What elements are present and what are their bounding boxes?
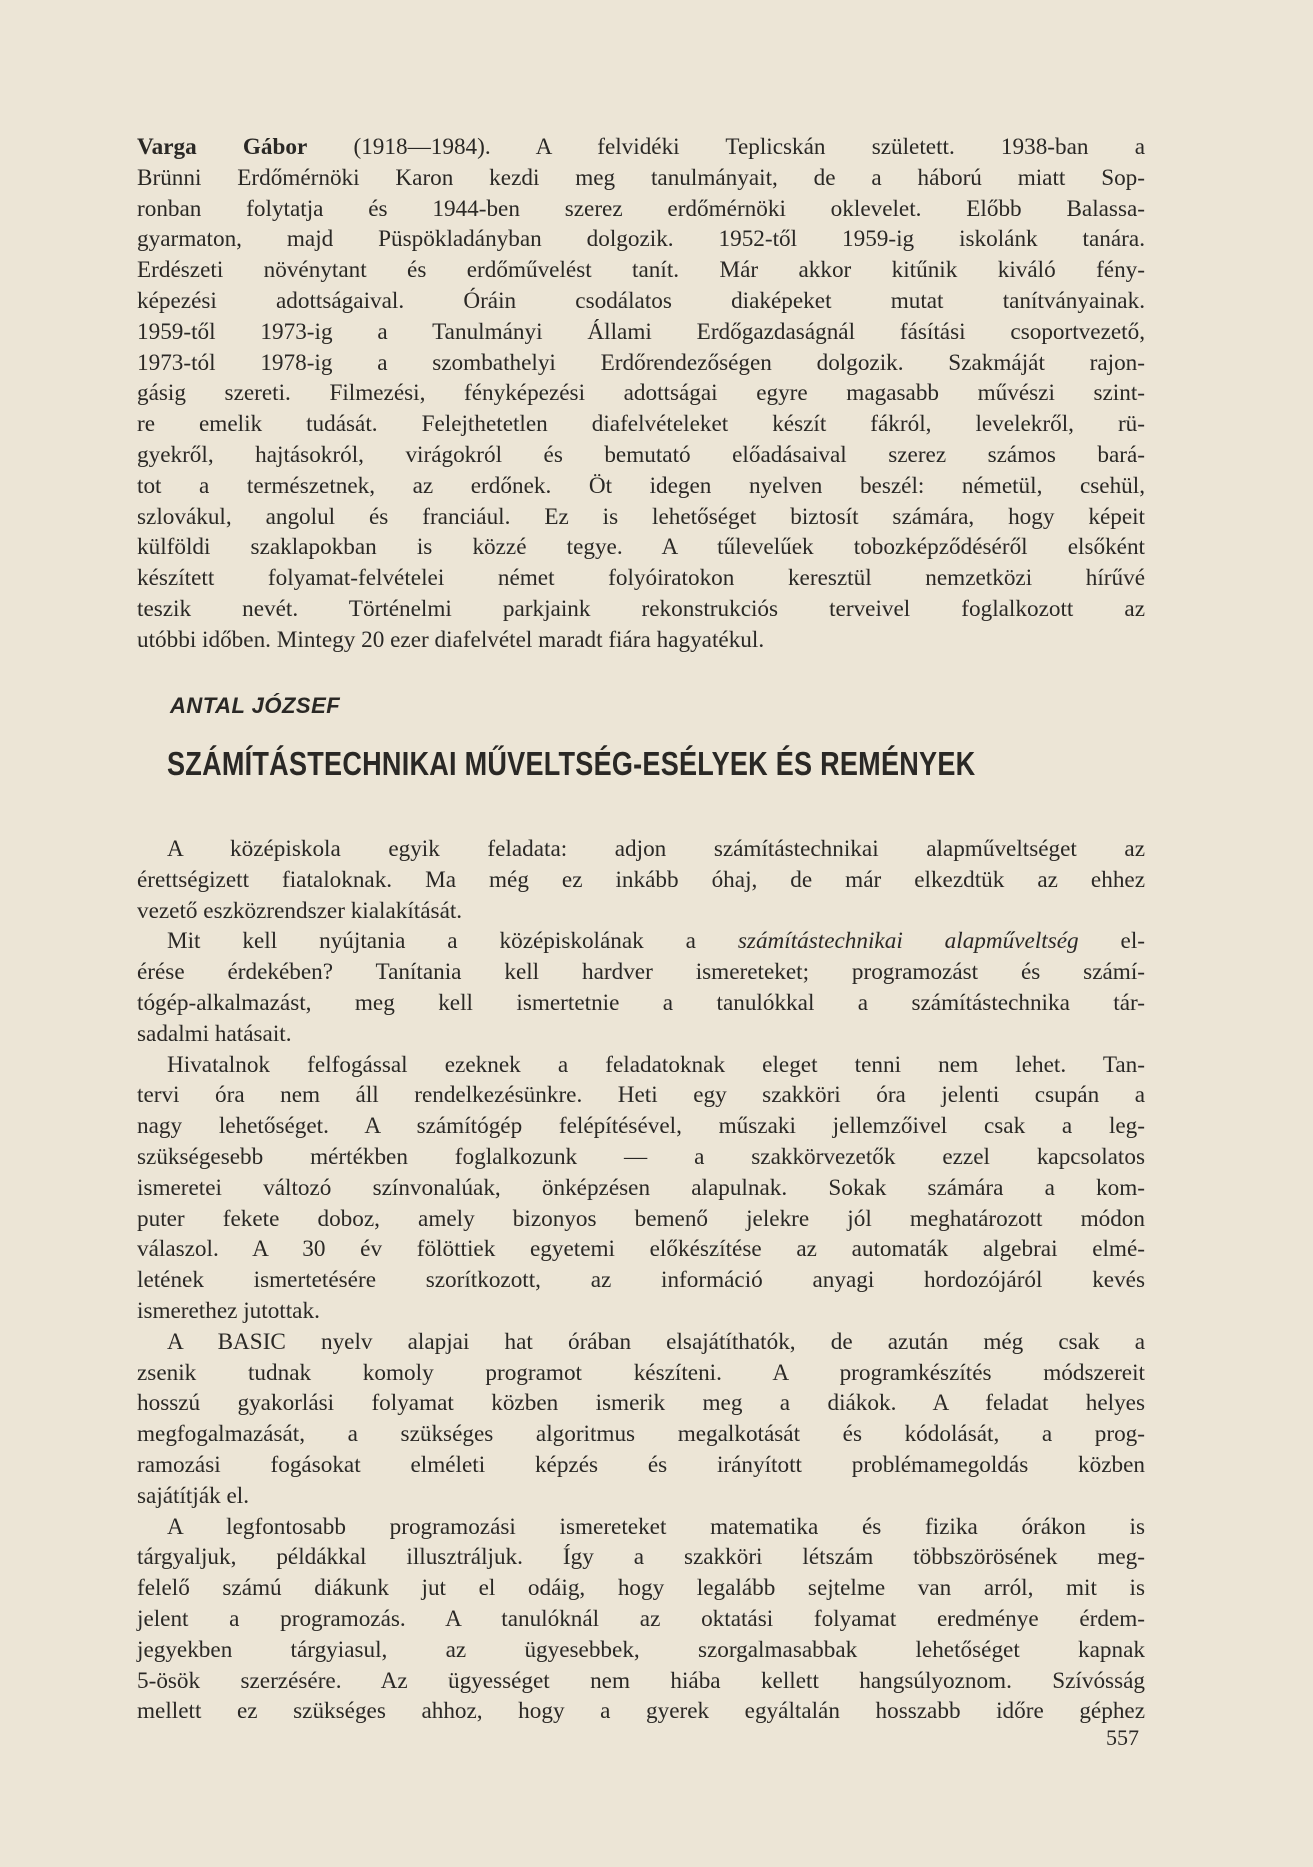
article-line: megfogalmazását, a szükséges algoritmus megalkotását és kódolását, a prog- [137, 1421, 1145, 1448]
bio-line: utóbbi időben. Mintegy 20 ezer diafelvétel maradt fiára hagyatékul. [137, 626, 765, 653]
article-text: Mit kell nyújtania a középiskolának a [167, 928, 738, 955]
bio-name: Varga Gábor [137, 134, 308, 160]
article-line: A BASIC nyelv alapjai hat órában elsajátíthatók, de azután még csak a [167, 1328, 1145, 1355]
bio-line-text: (1918—1984). A felvidéki Teplicskán született. 1938-ban a [307, 134, 1145, 160]
bio-line: gyarmaton, majd Püspökladányban dolgozik. 1952-től 1959-ig iskolánk tanára. [137, 226, 1145, 253]
bio-line: gyekről, hajtásokról, virágokról és bemutató előadásaival szerez számos bará- [137, 441, 1145, 468]
article-line: zsenik tudnak komoly programot készíteni. A programkészítés módszereit [137, 1359, 1145, 1386]
bio-line: ronban folytatja és 1944-ben szerez erdőmérnöki oklevelet. Előbb Balassa- [137, 195, 1145, 222]
bio-line: Erdészeti növénytant és erdőművelést tanít. Már akkor kitűnik kiváló fény- [137, 257, 1145, 284]
article-line: tárgyaljuk, példákkal illusztráljuk. Így a szakköri létszám többszörösének meg- [137, 1544, 1145, 1571]
bio-line: teszik nevét. Történelmi parkjaink rekonstrukciós terveivel foglalkozott az [137, 595, 1145, 622]
article-line: letének ismertetésére szorítkozott, az információ anyagi hordozójáról kevés [137, 1267, 1145, 1294]
article-line: hosszú gyakorlási folyamat közben ismerik meg a diákok. A feladat helyes [137, 1390, 1145, 1417]
article-line: jelent a programozás. A tanulóknál az oktatási folyamat eredménye érdem- [137, 1605, 1145, 1632]
article-line: vezető eszközrendszer kialakítását. [137, 897, 463, 924]
bio-line: képezési adottságaival. Óráin csodálatos diaképeket mutat tanítványainak. [137, 287, 1145, 314]
article-line: válaszol. A 30 év fölöttiek egyetemi előkészítése az automaták algebrai elmé- [137, 1236, 1145, 1263]
article-text: el- [1078, 928, 1145, 955]
article-line: A legfontosabb programozási ismereteket matematika és fizika órákon is [167, 1513, 1145, 1540]
bio-line: 1959-től 1973-ig a Tanulmányi Állami Erdőgazdaságnál fásítási csoportvezető, [137, 318, 1145, 345]
article-line: szükségesebb mértékben foglalkozunk — a szakkörvezetők ezzel kapcsolatos [137, 1143, 1145, 1170]
article-line: felelő számú diákunk jut el odáig, hogy legalább sejtelme van arról, mit is [137, 1575, 1145, 1602]
article-line: sajátítják el. [137, 1482, 250, 1509]
bio-line: tot a természetnek, az erdőnek. Öt idegen nyelven beszél: németül, csehül, [137, 472, 1145, 499]
emphasis-term: számítástechnikai alapműveltség [737, 928, 1079, 955]
article-line: ismerethez jutottak. [137, 1297, 320, 1324]
article-author: ANTAL JÓZSEF [170, 693, 341, 718]
article-line: 5-ösök szerzésére. Az ügyességet nem hiába kellett hangsúlyoznom. Szívósság [137, 1667, 1145, 1694]
bio-line: külföldi szaklapokban is közzé tegye. A tűlevelűek tobozképződéséről elsőként [137, 534, 1145, 561]
article-line: érése érdekében? Tanítania kell hardver ismereteket; programozást és számí- [137, 959, 1145, 986]
article-body [137, 834, 1145, 1727]
article-line: tervi óra nem áll rendelkezésünkre. Heti egy szakköri óra jelenti csupán a [137, 1082, 1145, 1109]
article-line: ramozási fogásokat elméleti képzés és irányított problémamegoldás közben [137, 1451, 1145, 1478]
article-line: Hivatalnok felfogással ezeknek a feladatoknak eleget tenni nem lehet. Tan- [167, 1051, 1145, 1078]
article-line: érettségizett fiataloknak. Ma még ez inkább óhaj, de már elkezdtük az ehhez [137, 866, 1145, 893]
article-line: mellett ez szükséges ahhoz, hogy a gyerek egyáltalán hosszabb időre géphez [137, 1698, 1145, 1725]
biography-paragraph [137, 132, 1145, 656]
article-line: sadalmi hatásait. [137, 1020, 292, 1047]
article-title: SZÁMÍTÁSTECHNIKAI MŰVELTSÉG-ESÉLYEK ÉS REMÉNYEK [167, 745, 976, 782]
bio-line: gásig szereti. Filmezési, fényképezési adottságai egyre magasabb művészi szint- [137, 380, 1145, 407]
bio-line: Brünni Erdőmérnöki Karon kezdi meg tanulmányait, de a háború miatt Sop- [137, 164, 1145, 191]
article-line: puter fekete doboz, amely bizonyos bemenő jelekre jól meghatározott módon [137, 1205, 1145, 1232]
bio-line: szlovákul, angolul és franciául. Ez is lehetőséget biztosít számára, hogy képeit [137, 503, 1145, 530]
bio-line: re emelik tudását. Felejthetetlen diafelvételeket készít fákról, levelekről, rü- [137, 411, 1145, 438]
bio-line: 1973-tól 1978-ig a szombathelyi Erdőrendezőségen dolgozik. Szakmáját rajon- [137, 349, 1145, 376]
article-line: tógép-alkalmazást, meg kell ismertetnie a tanulókkal a számítástechnika tár- [137, 989, 1145, 1016]
article-line: nagy lehetőséget. A számítógép felépítésével, műszaki jellemzőivel csak a leg- [137, 1113, 1145, 1140]
article-line [137, 926, 1145, 957]
article-line: ismeretei változó színvonalúak, önképzésen alapulnak. Sokak számára a kom- [137, 1174, 1145, 1201]
bio-line: készített folyamat-felvételei német folyóiratokon keresztül nemzetközi hírűvé [137, 565, 1145, 592]
article-line: jegyekben tárgyiasul, az ügyesebbek, szorgalmasabbak lehetőséget kapnak [137, 1636, 1145, 1663]
page-number: 557 [1106, 1725, 1139, 1750]
bio-line [137, 132, 1145, 163]
article-line: A középiskola egyik feladata: adjon számítástechnikai alapműveltséget az [167, 836, 1145, 862]
